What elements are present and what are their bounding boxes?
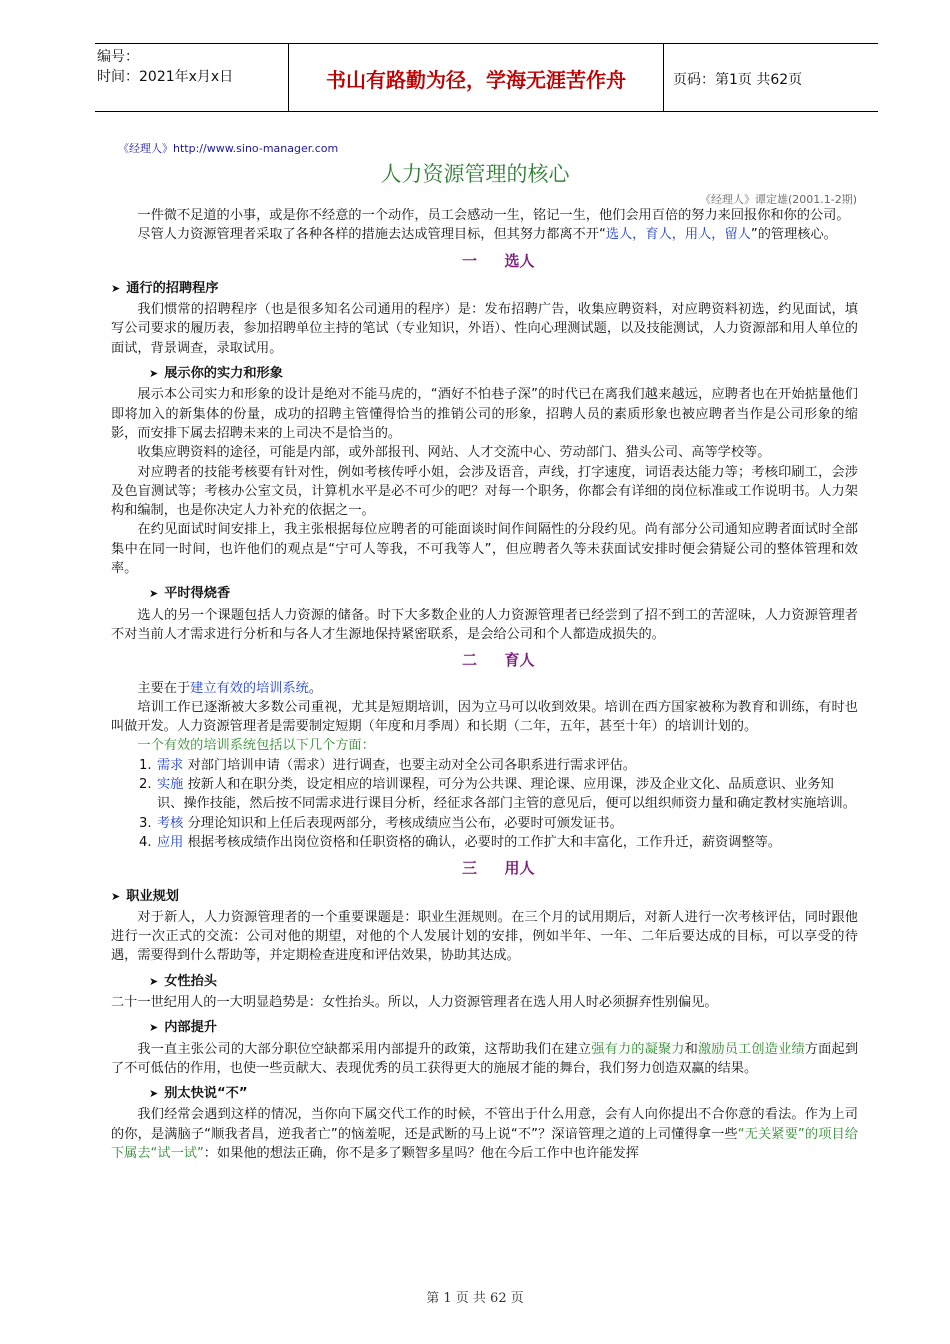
subheading-text: 通行的招聘程序 bbox=[126, 280, 219, 296]
subheading-text: 展示你的实力和形象 bbox=[164, 366, 283, 382]
list-keyword: 实施 bbox=[157, 777, 184, 793]
list-item bbox=[111, 833, 858, 852]
paragraph: 收集应聘资料的途径，可能是内部，或外部报刊、网站、人才交流中心、劳动部门、猎头公司、高等学校等。 bbox=[137, 445, 771, 461]
keyword: “无关紧要”的项目给下属去“试一试” bbox=[111, 1126, 858, 1162]
text-span: 。 bbox=[308, 680, 323, 696]
keyword: 激励员工创造业绩 bbox=[698, 1041, 805, 1057]
source-line: 《经理人》http://www.sino-manager.com bbox=[118, 142, 339, 155]
text-span: 尽管人力资源管理者采取了各种各样的措施去达成管理目标，但其努力都离不开“ bbox=[137, 227, 606, 243]
core-keywords: 选人，育人，用人，留人 bbox=[605, 227, 751, 243]
arrow-bullet-icon: ➤ bbox=[111, 281, 121, 295]
section-heading bbox=[111, 252, 858, 271]
subheading bbox=[111, 364, 858, 383]
subheading-text: 女性抬头 bbox=[164, 973, 217, 989]
keyword: 强有力的凝聚力 bbox=[591, 1041, 685, 1057]
section-number: 三 bbox=[461, 859, 477, 878]
subheading bbox=[111, 887, 858, 906]
header-page-info: 页码：第1页 共62页 bbox=[673, 72, 803, 88]
text-span: ：如果他的想法正确，你不是多了颗智多星吗？他在今后工作中也许能发挥 bbox=[203, 1146, 639, 1162]
subheading bbox=[111, 1018, 858, 1037]
paragraph bbox=[111, 679, 858, 698]
document-body bbox=[111, 206, 858, 1163]
paragraph: 一个有效的培训系统包括以下几个方面： bbox=[137, 738, 375, 754]
list-keyword: 应用 bbox=[157, 834, 184, 850]
list-item bbox=[111, 756, 858, 775]
header-motto: 书山有路勤为径，学海无涯苦作舟 bbox=[326, 68, 626, 92]
list-item bbox=[111, 775, 858, 814]
section-title: 用人 bbox=[504, 859, 535, 878]
list-text: 根据考核成绩作出岗位资格和任职资格的确认，必要时的工作扩大和丰富化，工作升迁，薪资调整等。 bbox=[187, 834, 782, 850]
section-title: 选人 bbox=[504, 251, 535, 270]
subheading bbox=[111, 1084, 858, 1103]
text-span: 方面起到了不可低估的作用，也使一些贡献大、表现优秀的员工获得更大的施展才能的舞台，我们努力创造双赢的结果。 bbox=[111, 1041, 859, 1076]
text-span: 我一直主张公司的大部分职位空缺都采用内部提升的政策，这帮助我们在建立 bbox=[137, 1041, 592, 1057]
list-keyword: 需求 bbox=[157, 757, 184, 773]
section-title: 育人 bbox=[504, 651, 535, 670]
paragraph: 我们惯常的招聘程序（也是很多知名公司通用的程序）是：发布招聘广告，收集应聘资料，对应聘资料初选，约见面试，填写公司要求的履历表，参加招聘单位主持的笔试（专业知识，外语）、性向心理测试题，以及技能测试，人力资源部和用人单位的面试，背景调查，录取试用。 bbox=[111, 302, 858, 356]
paragraph: 在约见面试时间安排上，我主张根据每位应聘者的可能面谈时间作间隔性的分段约见。尚有部分公司通知应聘者面试时全部集中在同一时间，也许他们的观点是“宁可人等我，不可我等人”，但应聘者久等未获面试安排时便会猜疑公司的整体管理和效率。 bbox=[111, 522, 858, 577]
list-text: 对部门培训申请（需求）进行调查，也要主动对全公司各职系进行需求评估。 bbox=[187, 757, 636, 773]
section-number: 二 bbox=[461, 651, 477, 670]
header-meta bbox=[97, 47, 233, 87]
list-number: 4. bbox=[139, 834, 152, 850]
section-heading bbox=[111, 859, 858, 878]
paragraph: 对应聘者的技能考核要有针对性，例如考核传呼小姐，会涉及语音，声线，打字速度，词语表达能力等；考核印刷工，会涉及色盲测试等；考核办公室文员，计算机水平是必不可少的吧？对每一个职务，你都会有详细的岗位标准或工作说明书。人力架构和编制，也是你决定人力补充的依据之一。 bbox=[111, 464, 858, 519]
paragraph: 对于新人，人力资源管理者的一个重要课题是：职业生涯规则。在三个月的试用期后，对新人进行一次考核评估，同时跟他进行一次正式的交流：公司对他的期望，对他的个人发展计划的安排，例如半年、一年、二年后要达成的目标，可以享受的待遇，需要得到什么帮助等，并定期检查进度和评估效果，协助其达成。 bbox=[111, 909, 858, 964]
intro-paragraph bbox=[111, 225, 858, 244]
document-title: 人力资源管理的核心 bbox=[380, 162, 570, 186]
arrow-bullet-icon: ➤ bbox=[149, 367, 159, 381]
serial-label: 编号： bbox=[97, 49, 139, 65]
subheading-text: 别太快说“不” bbox=[164, 1086, 248, 1102]
page-footer: 第 1 页 共 62 页 bbox=[426, 1291, 524, 1306]
section-heading bbox=[111, 651, 858, 670]
arrow-bullet-icon: ➤ bbox=[149, 1021, 159, 1035]
arrow-bullet-icon: ➤ bbox=[149, 587, 159, 601]
text-span: 和 bbox=[684, 1041, 699, 1057]
byline: 《经理人》谭定雄(2001.1-2期) bbox=[699, 193, 857, 206]
time-label: 时间：2021年x月x日 bbox=[97, 69, 234, 85]
intro-paragraph: 一件微不足道的小事，或是你不经意的一个动作，员工会感动一生，铭记一生，他们会用百倍的努力来回报你和你的公司。 bbox=[137, 208, 850, 223]
text-span: 主要在于 bbox=[137, 680, 191, 696]
list-item bbox=[111, 814, 858, 833]
arrow-bullet-icon: ➤ bbox=[149, 974, 159, 988]
paragraph: 二十一世纪用人的一大明显趋势是：女性抬头。所以，人力资源管理者在选人用人时必须摒弃性别偏见。 bbox=[111, 994, 718, 1010]
paragraph bbox=[111, 1105, 858, 1163]
subheading bbox=[111, 279, 858, 298]
header-divider bbox=[663, 44, 664, 111]
training-list bbox=[111, 756, 858, 852]
list-number: 2. bbox=[139, 777, 152, 793]
keyword: 建立有效的培训系统 bbox=[190, 680, 309, 696]
arrow-bullet-icon: ➤ bbox=[111, 889, 121, 903]
text-span: ”的管理核心。 bbox=[750, 227, 837, 243]
subheading bbox=[111, 584, 858, 603]
list-text: 按新人和在职分类，设定相应的培训课程，可分为公共课、理论课、应用课，涉及企业文化、品质意识、业务知识、操作技能，然后按不同需求进行课目分析，经征求各部门主管的意见后，便可以组织师资力量和确定教材实施培训。 bbox=[157, 777, 856, 812]
list-number: 1. bbox=[139, 757, 152, 773]
page-header bbox=[95, 43, 878, 112]
list-text: 分理论知识和上任后表现两部分，考核成绩应当公布，必要时可颁发证书。 bbox=[187, 815, 623, 831]
text-span: 我们经常会遇到这样的情况，当你向下属交代工作的时候，不管出于什么用意，会有人向你提出不合你意的看法。作为上司的你，是满脑子“顺我者昌，逆我者亡”的恼羞呢，还是武断的马上说“不”？深谙管理之道的上司懂得拿一些 bbox=[111, 1107, 858, 1142]
list-number: 3. bbox=[139, 815, 152, 831]
paragraph: 培训工作已逐渐被大多数公司重视，尤其是短期培训，因为立马可以收到效果。培训在西方国家被称为教育和训练，有时也叫做开发。人力资源管理者是需要制定短期（年度和月季周）和长期（二年，五年，甚至十年）的培训计划的。 bbox=[111, 699, 858, 735]
arrow-bullet-icon: ➤ bbox=[149, 1087, 159, 1101]
subheading-text: 平时得烧香 bbox=[164, 586, 231, 602]
section-number: 一 bbox=[461, 251, 477, 270]
paragraph: 展示本公司实力和形象的设计是绝对不能马虎的，“酒好不怕巷子深”的时代已在离我们越来越远，应聘者也在开始掂量他们即将加入的新集体的份量，成功的招聘主管懂得恰当的推销公司的形象，招聘人员的素质形象也被应聘者当作是公司形象的缩影，而安排下属去招聘未来的上司决不是恰当的。 bbox=[111, 387, 858, 441]
paragraph: 选人的另一个课题包括人力资源的储备。时下大多数企业的人力资源管理者已经尝到了招不到工的苦涩味，人力资源管理者不对当前人才需求进行分析和与各人才生源地保持紧密联系，是会给公司和个人都造成损失的。 bbox=[111, 607, 858, 642]
list-keyword: 考核 bbox=[157, 815, 184, 831]
subheading-text: 职业规划 bbox=[126, 888, 179, 904]
subheading bbox=[111, 972, 858, 991]
subheading-text: 内部提升 bbox=[164, 1020, 217, 1036]
paragraph bbox=[111, 1040, 858, 1079]
